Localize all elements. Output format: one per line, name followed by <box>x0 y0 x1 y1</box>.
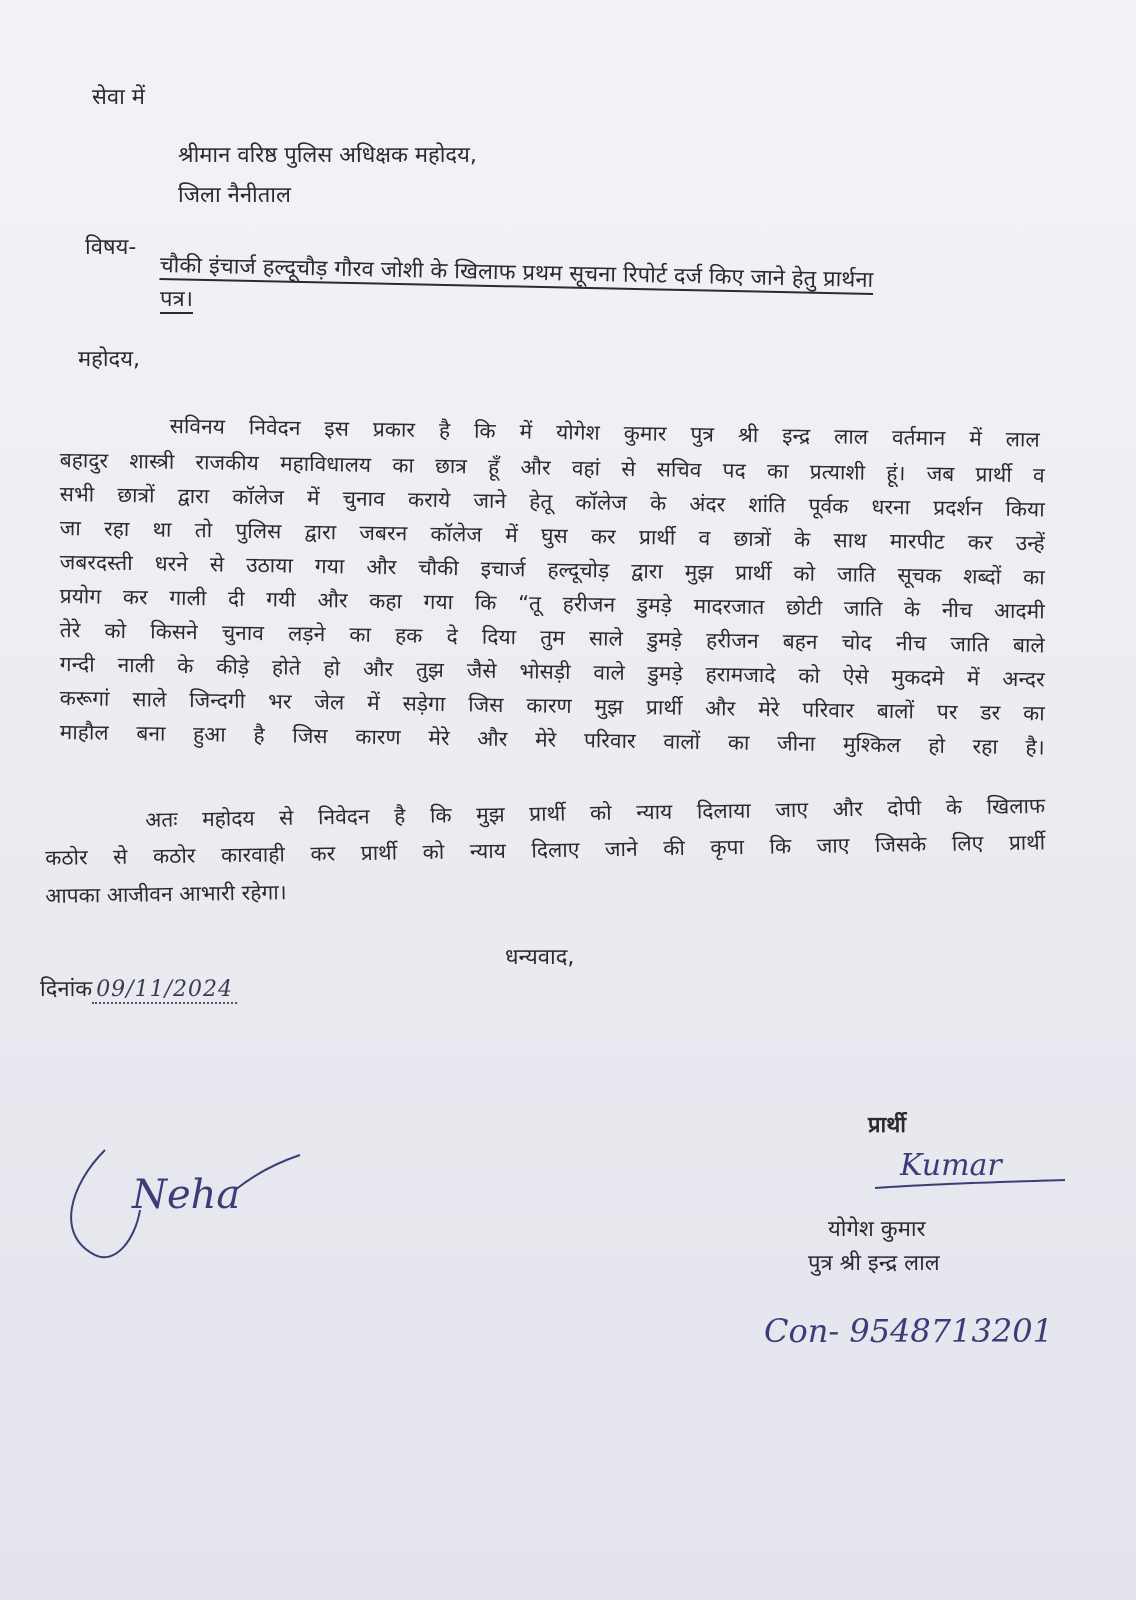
greeting: महोदय, <box>78 347 140 372</box>
thanks-text: धन्यवाद, <box>505 945 575 970</box>
contact-note <box>760 1300 1080 1360</box>
contact-text: Con- 9548713201 <box>764 1312 1053 1350</box>
applicant-label: प्रार्थी <box>868 1113 906 1138</box>
body-line: सविनय निवेदन इस प्रकार है कि में योगेश कुमार पुत्र श्री इन्द्र लाल वर्तमान में लाल <box>169 413 1040 452</box>
salutation-to: सेवा में <box>92 85 145 110</box>
subject-label: विषय- <box>85 235 137 260</box>
closing-line: अतः महोदय से निवेदन है कि मुझ प्रार्थी को न्याय दिलाया जाए और दोपी के खिलाफ <box>145 793 1046 832</box>
subject-line-1: चौकी इंचार्ज हल्दूचौड़ गौरव जोशी के खिलाफ प्रथम सूचना रिपोर्ट दर्ज किए जाने हेतु प्रार्थना <box>159 252 874 293</box>
applicant-name: योगेश कुमार <box>828 1217 926 1242</box>
date-value: 09/11/2024 <box>92 977 237 1004</box>
recipient-line-1: श्रीमान वरिष्ठ पुलिस अधिक्षक महोदय, <box>178 143 477 168</box>
applicant-signature-text: Kumar <box>900 1148 1002 1183</box>
date-label: दिनांक <box>40 977 93 1002</box>
subject-line-2: पत्र। <box>160 287 193 312</box>
body-line: तेरे को किसने चुनाव लड़ने का हक दे दिया तुम साले डुमड़े हरीजन बहन चोद नीच जाति बाले <box>59 617 1045 658</box>
body-line: माहौल बना हुआ है जिस कारण मेरे और मेरे परिवार वालों का जीना मुश्किल हो रहा है। <box>59 719 1045 760</box>
applicant-signature <box>870 1140 1070 1200</box>
body-line: सभी छात्रों द्वारा कॉलेज में चुनाव कराये जाने हेतू कॉलेज के अंदर शांति पूर्वक धरना प्रदर्शन किया <box>59 481 1045 522</box>
body-line: प्रयोग कर गाली दी गयी और कहा गया कि “तू हरीजन डुमड़े मादरजात छोटी जाति के नीच आदमी <box>59 583 1045 624</box>
recipient-line-2: जिला नैनीताल <box>178 183 291 208</box>
body-line: बहादुर शास्त्री राजकीय महाविधालय का छात्र हूँ और वहां से सचिव पद का प्रत्याशी हूं। जब प्रार्थी व <box>59 447 1045 488</box>
body-line: जबरदस्ती धरने से उठाया गया और चौकी इचार्ज हल्दूचोड़ द्वारा मुझ प्रार्थी को जाति सूचक शब्दों का <box>59 549 1045 590</box>
closing-line: आपका आजीवन आभारी रहेगा। <box>45 880 287 908</box>
body-line: गन्दी नाली के कीड़े होते हो और तुझ जैसे भोसड़ी वाले डुमड़े हरामजादे को ऐसे मुकदमे में अन्दर <box>59 651 1045 692</box>
date-row <box>40 976 237 1004</box>
receiver-signature-text: Neha <box>132 1172 241 1218</box>
applicant-father: पुत्र श्री इन्द्र लाल <box>808 1251 940 1276</box>
closing-line: कठोर से कठोर कारवाही कर प्रार्थी को न्याय दिलाए जाने की कृपा कि जाए जिसके लिए प्रार्थी <box>45 830 1046 870</box>
receiver-signature <box>50 1130 310 1280</box>
body-line: जा रहा था तो पुलिस द्वारा जबरन कॉलेज में घुस कर प्रार्थी व छात्रों के साथ मारपीट कर उन्हें <box>59 515 1045 556</box>
body-line: करूगां साले जिन्दगी भर जेल में सड़ेगा जिस कारण मुझ प्रार्थी और मेरे परिवार बालों पर डर का <box>59 685 1045 726</box>
